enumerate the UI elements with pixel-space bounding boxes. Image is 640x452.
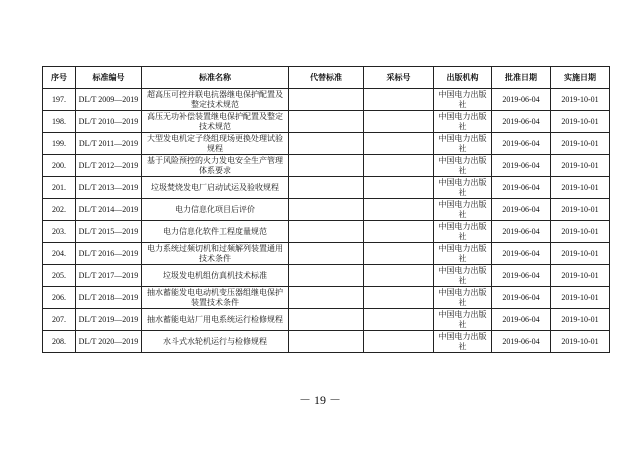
publisher-cell: 中国电力出版社 <box>434 221 492 243</box>
approval-date-cell: 2019-06-04 <box>492 265 551 287</box>
approval-date-cell: 2019-06-04 <box>492 309 551 331</box>
standard-code-cell: DL/T 2009—2019 <box>76 89 142 111</box>
adoption-number-cell <box>364 221 434 243</box>
standard-code-cell: DL/T 2011—2019 <box>76 133 142 155</box>
publisher-cell: 中国电力出版社 <box>434 199 492 221</box>
table-row <box>43 133 610 155</box>
table-row <box>43 111 610 133</box>
implementation-date-cell: 2019-10-01 <box>551 221 610 243</box>
adoption-number-cell <box>364 89 434 111</box>
publisher-cell: 中国电力出版社 <box>434 89 492 111</box>
implementation-date-cell: 2019-10-01 <box>551 331 610 353</box>
replaced-standard-cell <box>289 177 364 199</box>
publisher-cell: 中国电力出版社 <box>434 331 492 353</box>
implementation-date-cell: 2019-10-01 <box>551 243 610 265</box>
replaced-standard-cell <box>289 133 364 155</box>
column-header-adopt: 采标号 <box>364 67 434 89</box>
implementation-date-cell: 2019-10-01 <box>551 89 610 111</box>
table-row <box>43 199 610 221</box>
approval-date-cell: 2019-06-04 <box>492 89 551 111</box>
table-row <box>43 89 610 111</box>
row-number-cell: 200. <box>43 155 76 177</box>
standard-name-cell: 电力信息化软件工程度量规范 <box>142 221 289 243</box>
replaced-standard-cell <box>289 89 364 111</box>
approval-date-cell: 2019-06-04 <box>492 155 551 177</box>
implementation-date-cell: 2019-10-01 <box>551 177 610 199</box>
standard-code-cell: DL/T 2014—2019 <box>76 199 142 221</box>
implementation-date-cell: 2019-10-01 <box>551 111 610 133</box>
standard-name-cell: 电力信息化项目后评价 <box>142 199 289 221</box>
standard-name-cell: 大型发电机定子绕组现场更换处理试验规程 <box>142 133 289 155</box>
implementation-date-cell: 2019-10-01 <box>551 309 610 331</box>
replaced-standard-cell <box>289 199 364 221</box>
table-row <box>43 243 610 265</box>
table-header-row <box>43 67 610 89</box>
column-header-implement: 实施日期 <box>551 67 610 89</box>
replaced-standard-cell <box>289 111 364 133</box>
publisher-cell: 中国电力出版社 <box>434 309 492 331</box>
page-number: － 19 － <box>298 393 341 407</box>
column-header-publisher: 出版机构 <box>434 67 492 89</box>
standard-code-cell: DL/T 2017—2019 <box>76 265 142 287</box>
row-number-cell: 202. <box>43 199 76 221</box>
row-number-cell: 201. <box>43 177 76 199</box>
adoption-number-cell <box>364 309 434 331</box>
column-header-name: 标准名称 <box>142 67 289 89</box>
replaced-standard-cell <box>289 287 364 309</box>
implementation-date-cell: 2019-10-01 <box>551 155 610 177</box>
publisher-cell: 中国电力出版社 <box>434 243 492 265</box>
publisher-cell: 中国电力出版社 <box>434 177 492 199</box>
table-row <box>43 221 610 243</box>
column-header-code: 标准编号 <box>76 67 142 89</box>
adoption-number-cell <box>364 331 434 353</box>
replaced-standard-cell <box>289 155 364 177</box>
standard-name-cell: 水斗式水轮机运行与检修规程 <box>142 331 289 353</box>
standard-name-cell: 电力系统过频切机和过频解列装置通用技术条件 <box>142 243 289 265</box>
standard-name-cell: 垃圾发电机组仿真机技术标准 <box>142 265 289 287</box>
standard-name-cell: 抽水蓄能电站厂用电系统运行检修规程 <box>142 309 289 331</box>
standard-name-cell: 高压无功补偿装置继电保护配置及整定技术规范 <box>142 111 289 133</box>
row-number-cell: 198. <box>43 111 76 133</box>
publisher-cell: 中国电力出版社 <box>434 133 492 155</box>
replaced-standard-cell <box>289 265 364 287</box>
publisher-cell: 中国电力出版社 <box>434 265 492 287</box>
standard-code-cell: DL/T 2013—2019 <box>76 177 142 199</box>
implementation-date-cell: 2019-10-01 <box>551 199 610 221</box>
standard-code-cell: DL/T 2016—2019 <box>76 243 142 265</box>
adoption-number-cell <box>364 287 434 309</box>
row-number-cell: 207. <box>43 309 76 331</box>
standard-code-cell: DL/T 2012—2019 <box>76 155 142 177</box>
adoption-number-cell <box>364 199 434 221</box>
adoption-number-cell <box>364 155 434 177</box>
row-number-cell: 203. <box>43 221 76 243</box>
publisher-cell: 中国电力出版社 <box>434 155 492 177</box>
standard-name-cell: 抽水蓄能发电电动机变压器组继电保护装置技术条件 <box>142 287 289 309</box>
standard-code-cell: DL/T 2010—2019 <box>76 111 142 133</box>
table-row <box>43 265 610 287</box>
replaced-standard-cell <box>289 243 364 265</box>
row-number-cell: 197. <box>43 89 76 111</box>
standard-code-cell: DL/T 2020—2019 <box>76 331 142 353</box>
standard-name-cell: 超高压可控并联电抗器继电保护配置及整定技术规范 <box>142 89 289 111</box>
row-number-cell: 206. <box>43 287 76 309</box>
standard-code-cell: DL/T 2019—2019 <box>76 309 142 331</box>
approval-date-cell: 2019-06-04 <box>492 177 551 199</box>
adoption-number-cell <box>364 177 434 199</box>
approval-date-cell: 2019-06-04 <box>492 199 551 221</box>
adoption-number-cell <box>364 265 434 287</box>
standards-table <box>42 66 610 353</box>
approval-date-cell: 2019-06-04 <box>492 111 551 133</box>
row-number-cell: 204. <box>43 243 76 265</box>
approval-date-cell: 2019-06-04 <box>492 243 551 265</box>
approval-date-cell: 2019-06-04 <box>492 287 551 309</box>
table-row <box>43 177 610 199</box>
publisher-cell: 中国电力出版社 <box>434 287 492 309</box>
column-header-no: 序号 <box>43 67 76 89</box>
approval-date-cell: 2019-06-04 <box>492 221 551 243</box>
table-row <box>43 309 610 331</box>
row-number-cell: 199. <box>43 133 76 155</box>
approval-date-cell: 2019-06-04 <box>492 133 551 155</box>
table-row <box>43 287 610 309</box>
replaced-standard-cell <box>289 331 364 353</box>
standard-name-cell: 基于风险预控的火力发电安全生产管理体系要求 <box>142 155 289 177</box>
column-header-replaces: 代替标准 <box>289 67 364 89</box>
implementation-date-cell: 2019-10-01 <box>551 287 610 309</box>
replaced-standard-cell <box>289 309 364 331</box>
standard-name-cell: 垃圾焚烧发电厂启动试运及验收规程 <box>142 177 289 199</box>
publisher-cell: 中国电力出版社 <box>434 111 492 133</box>
column-header-approve: 批准日期 <box>492 67 551 89</box>
row-number-cell: 208. <box>43 331 76 353</box>
approval-date-cell: 2019-06-04 <box>492 331 551 353</box>
table-row <box>43 331 610 353</box>
implementation-date-cell: 2019-10-01 <box>551 133 610 155</box>
replaced-standard-cell <box>289 221 364 243</box>
adoption-number-cell <box>364 111 434 133</box>
adoption-number-cell <box>364 133 434 155</box>
standard-code-cell: DL/T 2015—2019 <box>76 221 142 243</box>
implementation-date-cell: 2019-10-01 <box>551 265 610 287</box>
standard-code-cell: DL/T 2018—2019 <box>76 287 142 309</box>
row-number-cell: 205. <box>43 265 76 287</box>
adoption-number-cell <box>364 243 434 265</box>
table-row <box>43 155 610 177</box>
